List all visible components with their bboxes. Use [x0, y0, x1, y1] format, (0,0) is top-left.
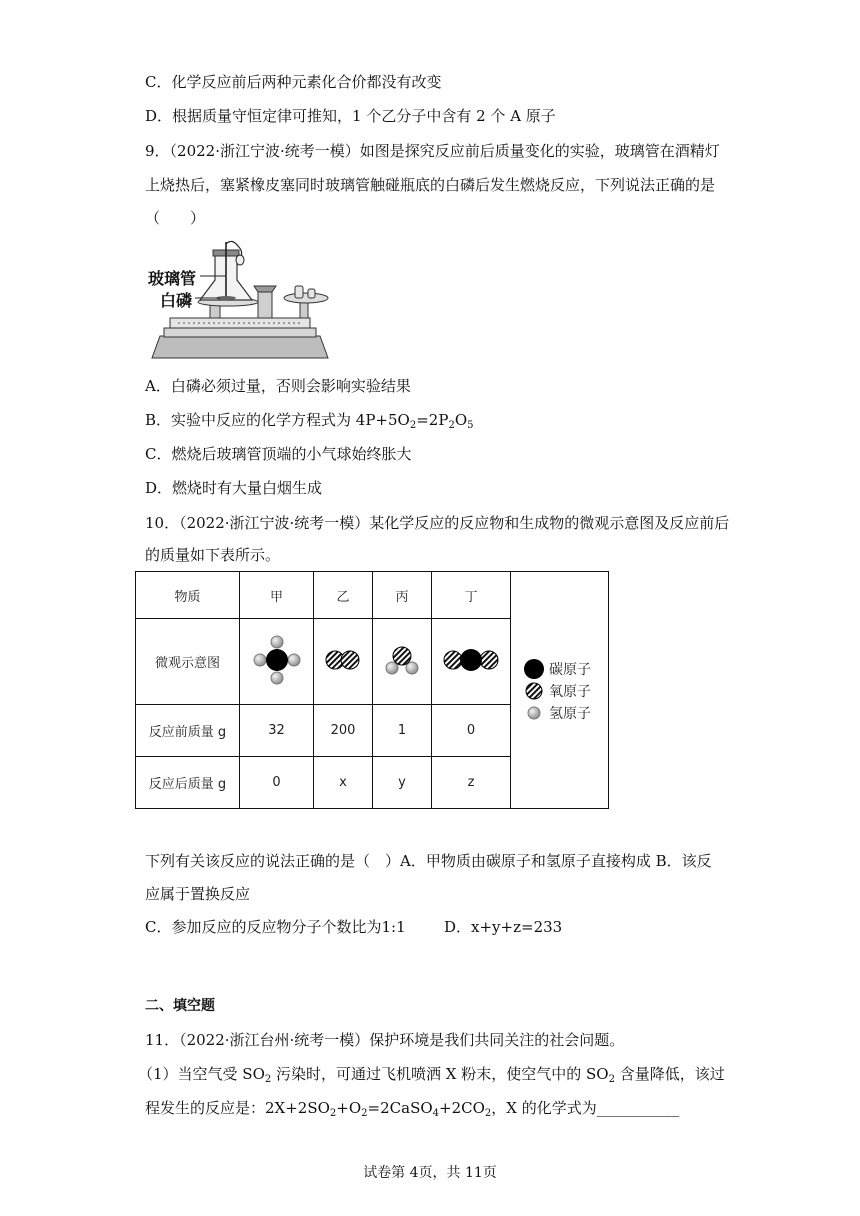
subscript: 2	[484, 1108, 492, 1119]
q9-option-d: D．燃烧时有大量白烟生成	[145, 479, 323, 497]
subscript: 2	[448, 420, 455, 431]
molecule-bing	[373, 619, 432, 705]
molecule-jia	[240, 619, 314, 705]
subscript: 2	[361, 1108, 368, 1119]
table-cell: x	[314, 757, 373, 809]
section-heading: 二、填空题	[145, 998, 215, 1014]
q11-text: 程发生的反应是：2X+2SO	[145, 1099, 330, 1117]
q10-stem-line2: 的质量如下表所示。	[145, 546, 281, 564]
q11-part1-line2	[145, 1098, 679, 1118]
table-cell: z	[432, 757, 511, 809]
q11-stem: 11．（2022·浙江台州·统考一模）保护环境是我们共同关注的社会问题。	[145, 1031, 625, 1049]
subscript: 2	[329, 1108, 337, 1119]
table-cell: 0	[432, 705, 511, 757]
q9-option-c: C．燃烧后玻璃管顶端的小气球始终胀大	[145, 445, 412, 463]
molecule-yi	[314, 619, 373, 705]
q11-text: +O	[336, 1099, 362, 1117]
q11-text: 含量降低，该过	[614, 1065, 725, 1083]
balance-apparatus-figure	[140, 240, 340, 365]
table-cell: 0	[240, 757, 314, 809]
subscript: 2	[608, 1074, 615, 1085]
molecule-ding	[432, 619, 511, 705]
row-label: 微观示意图	[136, 619, 240, 705]
q11-text: =2CaSO	[367, 1099, 433, 1117]
label-glass-tube: 玻璃管	[148, 269, 197, 288]
q8-option-d: D．根据质量守恒定律可推知，1 个乙分子中含有 2 个 A 原子	[145, 107, 556, 125]
legend-label: 氢原子	[549, 706, 591, 722]
row-label: 反应后质量 g	[136, 757, 240, 809]
q11-text: ，X 的化学式为___________	[491, 1099, 680, 1117]
legend-hydrogen	[523, 702, 609, 724]
q9-option-b-text: O	[454, 411, 468, 429]
q9-option-b-text: =2P	[416, 411, 449, 429]
q11-text: 污染时，可通过飞机喷洒 X 粉末，使空气中的 SO	[271, 1065, 609, 1083]
table-header: 物质	[136, 572, 240, 619]
table-header: 乙	[314, 572, 373, 619]
q9-answer-bracket: （ ）	[145, 209, 206, 227]
reaction-table	[135, 571, 609, 809]
q9-option-b-text: B．实验中反应的化学方程式为 4P+5O	[145, 411, 410, 429]
q10-option-c: C．参加反应的反应物分子个数比为1:1	[145, 918, 406, 936]
q10-options-line1: 下列有关该反应的说法正确的是（ ）A．甲物质由碳原子和氢原子直接构成 B．该反	[145, 852, 712, 870]
table-cell: 200	[314, 705, 373, 757]
atom-legend	[523, 658, 609, 724]
label-white-phosphorus: 白磷	[160, 291, 193, 310]
legend-label: 碳原子	[549, 662, 591, 678]
q9-option-b	[145, 410, 474, 430]
q9-stem-line2: 上烧热后，塞紧橡皮塞同时玻璃管触碰瓶底的白磷后发生燃烧反应，下列说法正确的是	[145, 176, 716, 194]
subscript: 5	[467, 420, 474, 431]
subscript: 2	[409, 420, 417, 431]
table-header: 丙	[373, 572, 432, 619]
q8-option-c: C．化学反应前后两种元素化合价都没有改变	[145, 73, 442, 91]
q11-part1-line1	[138, 1064, 725, 1084]
table-cell: y	[373, 757, 432, 809]
q11-text: （1）当空气受 SO	[138, 1065, 265, 1083]
subscript: 4	[432, 1108, 440, 1119]
q9-option-a: A．白磷必须过量，否则会影响实验结果	[145, 377, 411, 395]
legend-oxygen	[523, 680, 609, 702]
legend-label: 氧原子	[549, 684, 591, 700]
row-label: 反应前质量 g	[136, 705, 240, 757]
atom-legend-cell	[511, 572, 609, 809]
q10-option-d: D．x+y+z=233	[444, 918, 563, 936]
q11-text: +2CO	[439, 1099, 485, 1117]
q10-options-line2: 应属于置换反应	[145, 885, 251, 903]
q10-stem-line1: 10．（2022·浙江宁波·统考一模）某化学反应的反应物和生成物的微观示意图及反应前后	[145, 514, 730, 532]
table-cell: 1	[373, 705, 432, 757]
page-footer: 试卷第 4页，共 11页	[363, 1165, 497, 1181]
table-header: 甲	[240, 572, 314, 619]
legend-carbon	[523, 658, 609, 680]
table-cell: 32	[240, 705, 314, 757]
subscript: 2	[264, 1074, 272, 1085]
table-header: 丁	[432, 572, 511, 619]
q9-stem-line1: 9．（2022·浙江宁波·统考一模）如图是探究反应前后质量变化的实验，玻璃管在酒精灯	[145, 142, 720, 160]
